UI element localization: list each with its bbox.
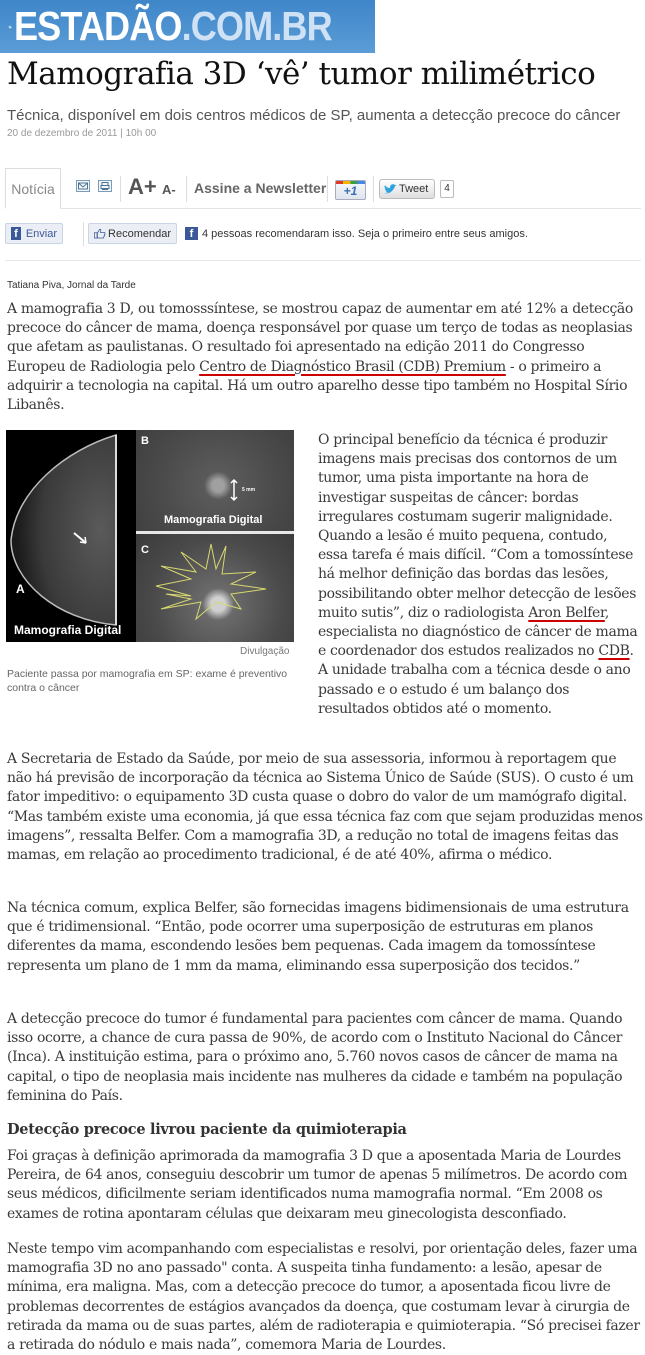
tweet-button[interactable] xyxy=(379,179,435,199)
paragraph-text: . A unidade trabalha com a técnica desde o ano passado e o estudo é um balanço dos resultados obtidos até o momento. xyxy=(318,643,634,717)
article-paragraph: Na técnica comum, explica Belfer, são fornecidas imagens bidimensionais de uma estrutura que é tridimensional. “Então, pode ocorrer uma superposição de estruturas em planos diferentes da mama, escondendo lesões bem pequenas. Cada imagem da tomossíntese representa um plano de 1 mm da mama, eliminando essa superposição dos tecidos.” xyxy=(7,900,629,974)
twitter-bird-icon xyxy=(384,184,397,195)
article-date: 20 de dezembro de 2011 | 10h 00 xyxy=(7,128,157,139)
measure-label: 5 mm xyxy=(242,487,256,493)
image-panel-a xyxy=(6,430,122,642)
tab-noticia[interactable]: Notícia xyxy=(5,168,61,209)
send-label: Enviar xyxy=(25,227,57,240)
facebook-icon: f xyxy=(11,227,21,240)
panel-letter-a: A xyxy=(16,582,25,596)
article-paragraph xyxy=(318,431,640,719)
article-paragraph: Foi graças à definição aprimorada da mamografia 3 D que a aposentada Maria de Lourdes Pereira, de 64 anos, conseguiu descobrir um tumor de apenas 5 milímetros. De acordo com seus médicos, dificilmente seriam identificados numa mamografia normal. “Em 2008 os exames de rotina apontaram células que deixaram meu ginecologista desconfiado. xyxy=(7,1148,628,1222)
panel-b-label: Mamografia Digital xyxy=(164,514,263,526)
article-title: Mamografia 3D ‘vê’ tumor milimétrico xyxy=(7,56,596,92)
logo-wordmark xyxy=(14,0,332,53)
toolbar-separator xyxy=(120,176,121,202)
mammography-image xyxy=(6,430,294,642)
toolbar-separator xyxy=(373,176,374,202)
image-credit: Divulgação xyxy=(240,646,290,657)
paragraph-text: A mamografia 3 D, ou tomosssíntese, se mostrou capaz de aumentar em até 12% a detecção precoce do câncer de mama, doença responsável por quase um terço de todas as neoplasias que afetam as paulistanas. O resultado foi apresentado na edição 2011 do Congresso Europeu de Radiologia pelo xyxy=(7,301,634,375)
tweet-label: Tweet xyxy=(399,183,429,195)
facebook-send-button[interactable] xyxy=(5,223,63,244)
article-paragraph: A detecção precoce do tumor é fundamental para pacientes com câncer de mama. Quando isso ocorre, a chance de cura passa de 90%, de acordo com o Instituto Nacional do Câncer (Inca). A instituição estima, para o próximo ano, 5.760 novos casos de câncer de mama na capital, o tipo de neoplasia mais incidente nas mulheres da cidade e também na população feminina do País. xyxy=(7,1011,623,1104)
facebook-recommend-button[interactable] xyxy=(88,223,177,244)
thumbs-up-icon xyxy=(94,227,106,240)
measure-arrow-icon xyxy=(229,478,239,502)
image-caption: Paciente passa por mamografia em SP: exame é preventivo contra o câncer xyxy=(7,668,288,694)
printer-icon[interactable] xyxy=(98,180,112,192)
toolbar-separator xyxy=(186,176,187,202)
article-toolbar xyxy=(5,168,641,209)
horseman-icon xyxy=(8,7,12,47)
social-separator xyxy=(83,222,84,246)
logo-main: ESTADÃO xyxy=(13,3,182,49)
font-increase-button[interactable]: A+ xyxy=(128,174,157,199)
aron-belfer-link[interactable]: Aron Belfer xyxy=(528,604,605,621)
paragraph-text: O principal benefício da técnica é produzir imagens mais precisas dos contornos de um tumor, uma pista importante na hora de investigar suspeitas de câncer: bordas irregulares costumam sugerir malignidade. Quando a lesão é muito pequena, contudo, essa tarefa é mais difícil. “Com a tomossíntese há melhor definição das bordas das lesões, possibilitando obter melhor detecção de lesões muito sutis”, diz o radiologista xyxy=(318,432,637,621)
facebook-icon: f xyxy=(185,227,198,240)
article-paragraph: A Secretaria de Estado da Saúde, por meio de sua assessoria, informou à reportagem que não há previsão de incorporação da técnica ao Sistema Único de Saúde (SUS). O custo é um fator impeditivo: o equipamento 3D custa quase o dobro do valor de um mamógrafo digital. “Mas também existe uma economia, já que essa técnica faz com que sejam produzidas menos imagens”, ressalta Belfer. Com a mamografia 3D, a redução no total de imagens feitas das mamas, em relação ao procedimento tradicional, é de até 40%, afirma o médico. xyxy=(7,751,643,864)
header-divider xyxy=(5,260,641,261)
paragraph-text: , especialista no diagnóstico de câncer de mama e coordenador dos estudos realizados no xyxy=(318,604,638,660)
article-paragraph xyxy=(7,300,637,415)
toolbar-separator xyxy=(327,176,328,202)
tumor-outline xyxy=(136,534,294,642)
panel-letter-c: C xyxy=(141,544,149,556)
article-paragraph: Neste tempo vim acompanhando com especialistas e resolvi, por orientação deles, fazer uma mamografia 3D no ano passado" conta. A suspeita tinha fundamento: a lesão, apesar de mínima, era maligna. Mas, com a detecção precoce do tumor, a aposentada ficou livre de problemas decorrentes de estágios avançados da doença, que costumam levar à cirurgia de retirada da mama ou de suas partes, além de radioterapia e quimioterapia. “Só precisei fazer a retirada do nódulo e mais nada”, comemora Maria de Lourdes. xyxy=(7,1241,640,1354)
panel-a-label: Mamografia Digital xyxy=(14,623,122,637)
tweet-count: 4 xyxy=(440,180,454,198)
recommend-count-text: 4 pessoas recomendaram isso. Seja o primeiro entre seus amigos. xyxy=(202,228,528,240)
article-subtitle: Técnica, disponível em dois centros médicos de SP, aumenta a detecção precoce do câncer xyxy=(7,107,621,124)
paragraph-text: - o primeiro a adquirir a tecnologia na capital. Há um outro aparelho desse tipo também no Hospital Sírio Libanês. xyxy=(7,358,628,414)
article-byline: Tatiana Piva, Jornal da Tarde xyxy=(7,280,136,291)
newsletter-link[interactable]: Assine a Newsletter xyxy=(194,180,327,196)
recommend-label: Recomendar xyxy=(108,227,171,240)
panel-letter-b: B xyxy=(141,435,149,447)
cdb-link[interactable]: CDB xyxy=(598,643,630,660)
image-panel-c xyxy=(136,534,294,642)
google-plus-one-button[interactable]: +1 xyxy=(335,180,366,200)
site-logo[interactable] xyxy=(0,0,375,53)
envelope-icon[interactable] xyxy=(76,180,90,192)
logo-domain: .COM.BR xyxy=(181,3,332,49)
font-decrease-button[interactable]: A- xyxy=(162,182,176,197)
section-subheading: Detecção precoce livrou paciente da quimioterapia xyxy=(7,1121,407,1138)
social-bar xyxy=(5,222,641,246)
cdb-premium-link[interactable]: Centro de Diagnóstico Brasil (CDB) Premium xyxy=(199,358,506,375)
